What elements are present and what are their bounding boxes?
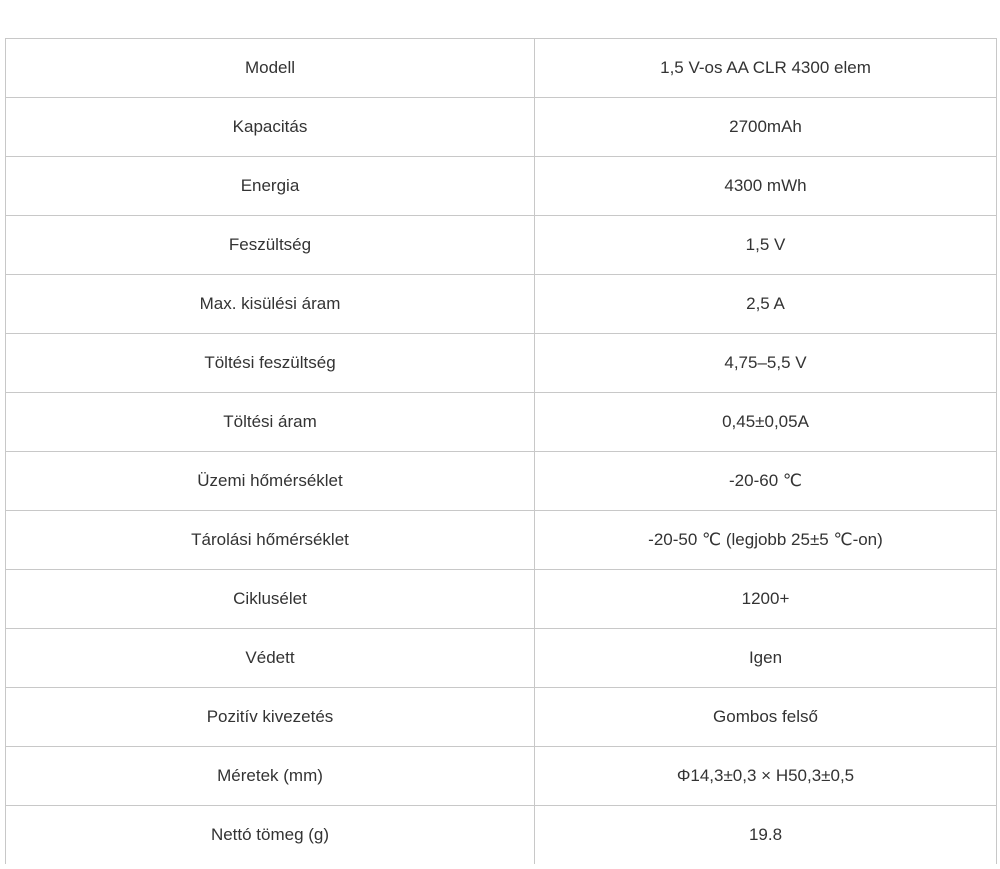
spec-label: Energia	[6, 157, 535, 216]
spec-label: Méretek (mm)	[6, 747, 535, 806]
spec-label: Védett	[6, 629, 535, 688]
spec-label: Üzemi hőmérséklet	[6, 452, 535, 511]
table-row	[6, 39, 997, 98]
spec-label: Töltési feszültség	[6, 334, 535, 393]
spec-value: Gombos felső	[535, 688, 997, 747]
table-row	[6, 629, 997, 688]
spec-label: Pozitív kivezetés	[6, 688, 535, 747]
spec-value: 2700mAh	[535, 98, 997, 157]
table-row	[6, 275, 997, 334]
spec-table	[5, 38, 997, 864]
table-row	[6, 511, 997, 570]
spec-label: Tárolási hőmérséklet	[6, 511, 535, 570]
spec-label: Feszültség	[6, 216, 535, 275]
spec-label: Ciklusélet	[6, 570, 535, 629]
spec-label: Töltési áram	[6, 393, 535, 452]
spec-value: 4,75–5,5 V	[535, 334, 997, 393]
spec-value: 4300 mWh	[535, 157, 997, 216]
table-row	[6, 747, 997, 806]
spec-label: Kapacitás	[6, 98, 535, 157]
spec-value: 0,45±0,05A	[535, 393, 997, 452]
spec-label: Nettó tömeg (g)	[6, 806, 535, 865]
spec-value: Φ14,3±0,3 × H50,3±0,5	[535, 747, 997, 806]
spec-label: Max. kisülési áram	[6, 275, 535, 334]
spec-label: Modell	[6, 39, 535, 98]
spec-value: 1200+	[535, 570, 997, 629]
spec-value: 19.8	[535, 806, 997, 865]
spec-value: -20-60 ℃	[535, 452, 997, 511]
table-row	[6, 688, 997, 747]
spec-value: -20-50 ℃ (legjobb 25±5 ℃-on)	[535, 511, 997, 570]
table-row	[6, 98, 997, 157]
spec-value: Igen	[535, 629, 997, 688]
table-row	[6, 452, 997, 511]
table-row	[6, 570, 997, 629]
spec-value: 1,5 V-os AA CLR 4300 elem	[535, 39, 997, 98]
spec-value: 1,5 V	[535, 216, 997, 275]
spec-value: 2,5 A	[535, 275, 997, 334]
table-row	[6, 157, 997, 216]
table-row	[6, 806, 997, 865]
table-row	[6, 216, 997, 275]
table-row	[6, 334, 997, 393]
table-row	[6, 393, 997, 452]
